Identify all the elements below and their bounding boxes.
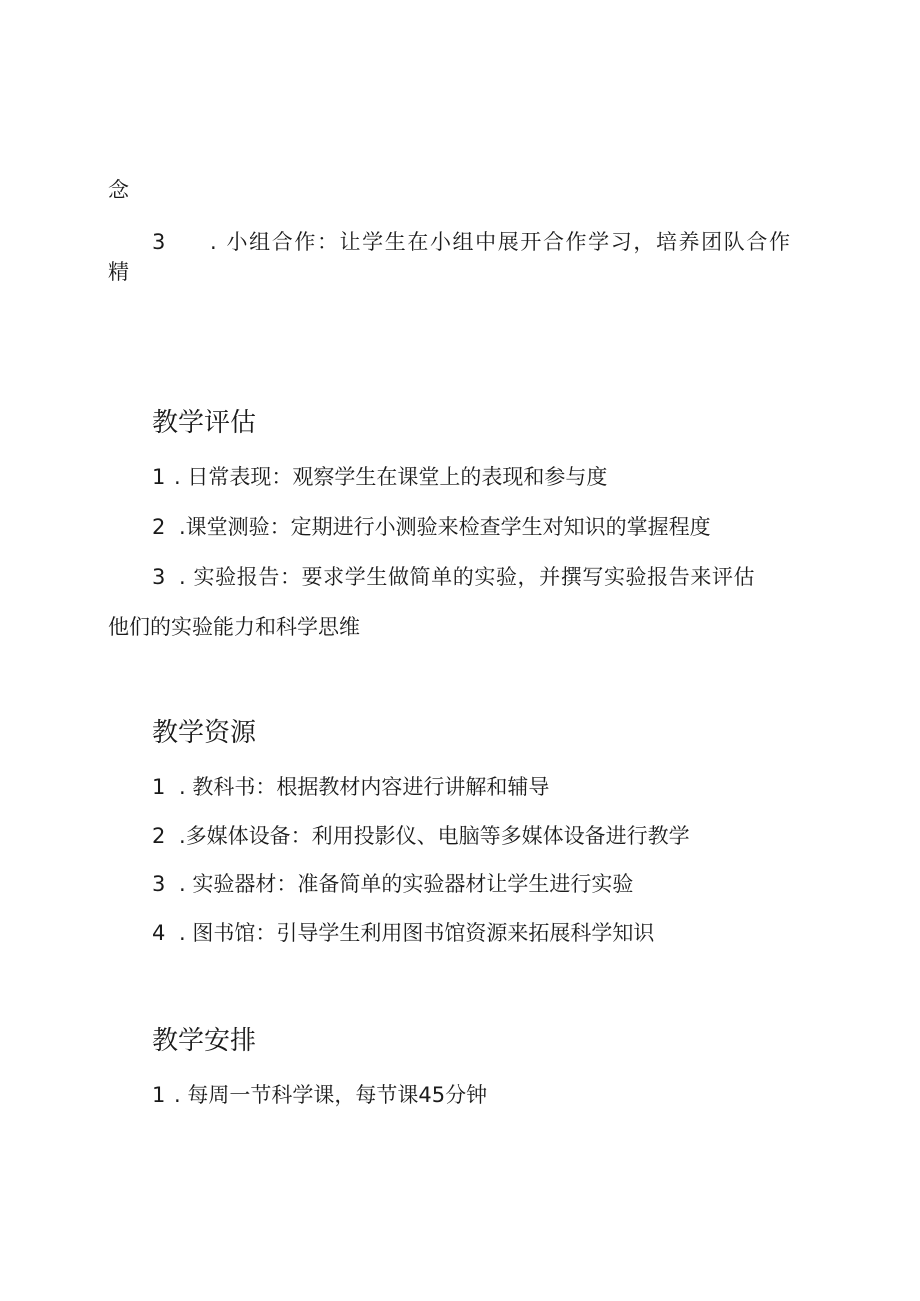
list-item	[152, 1081, 487, 1109]
text-continuation	[108, 258, 129, 286]
continuation-text: 他们的实验能力和科学思维	[108, 615, 360, 639]
item-number: 2	[152, 824, 166, 848]
item-text: . 实验报告：要求学生做简单的实验，并撰写实验报告来评估	[179, 565, 756, 589]
item-number: 1	[152, 775, 166, 799]
section-title-evaluation: 教学评估	[152, 408, 257, 438]
list-item	[152, 463, 607, 491]
item-text: . 日常表现：观察学生在课堂上的表现和参与度	[174, 465, 608, 489]
item-number: 1	[152, 1083, 166, 1107]
list-item	[152, 513, 711, 541]
item-text: . 实验器材：准备简单的实验器材让学生进行实验	[179, 872, 634, 896]
item-text: . 小组合作：让学生在小组中展开合作学习，培养团队合作	[210, 230, 792, 254]
item-text: . 教科书：根据教材内容进行讲解和辅导	[179, 775, 550, 799]
text-continuation	[108, 613, 360, 641]
list-item	[152, 563, 755, 591]
list-item	[152, 228, 792, 256]
item-number: 4	[152, 921, 166, 945]
item-number: 3	[152, 230, 166, 254]
continuation-text: 精	[108, 260, 129, 284]
item-text: .多媒体设备：利用投影仪、电脑等多媒体设备进行教学	[179, 824, 690, 848]
list-item	[152, 919, 654, 947]
section-title-resources: 教学资源	[152, 718, 257, 748]
list-item	[152, 822, 690, 850]
list-item	[152, 870, 633, 898]
section-title-schedule: 教学安排	[152, 1026, 257, 1056]
text-fragment	[108, 176, 129, 204]
fragment-text: 念	[108, 178, 129, 202]
list-item	[152, 773, 549, 801]
item-text: . 每周一节科学课，每节课45分钟	[174, 1083, 488, 1107]
item-text: . 图书馆：引导学生利用图书馆资源来拓展科学知识	[179, 921, 655, 945]
item-text: .课堂测验：定期进行小测验来检查学生对知识的掌握程度	[179, 515, 711, 539]
item-number: 3	[152, 872, 166, 896]
item-number: 3	[152, 565, 166, 589]
item-number: 1	[152, 465, 166, 489]
item-number: 2	[152, 515, 166, 539]
